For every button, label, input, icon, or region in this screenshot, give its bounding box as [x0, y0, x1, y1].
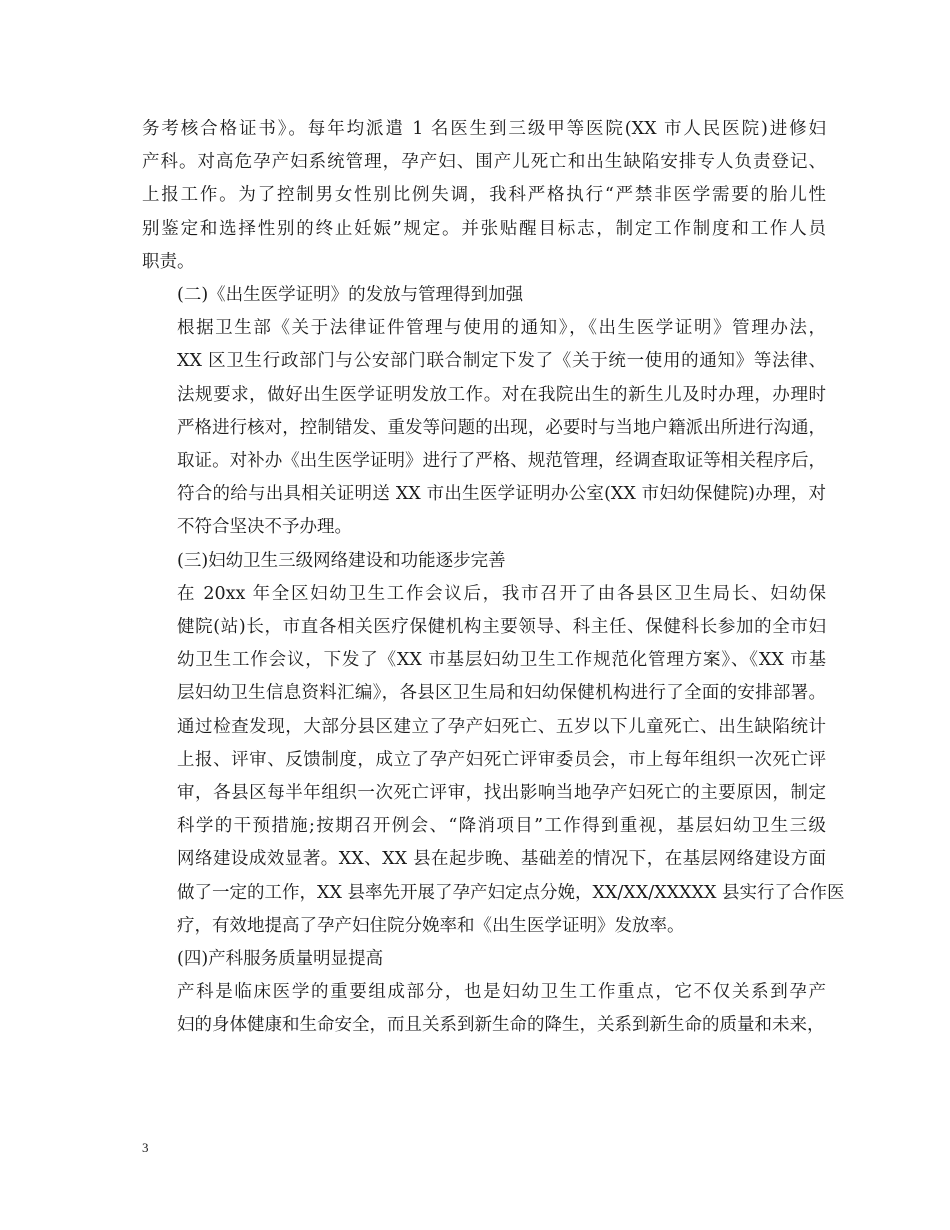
text-line: 法规要求，做好出生医学证明发放工作。对在我院出生的新生儿及时办理，办理时 [177, 384, 826, 405]
text-line: (四)产科服务质量明显提高 [177, 949, 384, 970]
paragraph [142, 545, 826, 578]
paragraph [142, 113, 826, 279]
text-line: (二)《出生医学证明》的发放与管理得到加强 [177, 285, 524, 306]
paragraph [142, 976, 826, 1042]
text-line: 疗，有效地提高了孕产妇住院分娩率和《出生医学证明》发放率。 [177, 915, 685, 936]
paragraph [142, 279, 826, 312]
text-line: 在 20xx 年全区妇幼卫生工作会议后，我市召开了由各县区卫生局长、妇幼保 [177, 583, 826, 604]
paragraph [142, 312, 826, 544]
text-line: 严格进行核对，控制错发、重发等问题的出现，必要时与当地户籍派出所进行沟通， [177, 417, 826, 438]
text-line: 通过检查发现，大部分县区建立了孕产妇死亡、五岁以下儿童死亡、出生缺陷统计 [177, 716, 826, 737]
text-line: 健院(站)长，市直各相关医疗保健机构主要领导、科主任、保健科长参加的全市妇 [177, 617, 826, 638]
text-line: 妇的身体健康和生命安全，而且关系到新生命的降生，关系到新生命的质量和未来， [177, 1015, 825, 1036]
paragraph [142, 578, 845, 943]
page-number: 3 [142, 1140, 149, 1155]
text-line: 务考核合格证书》。每年均派遣 1 名医生到三级甲等医院(XX 市人民医院)进修妇 [142, 119, 826, 139]
text-line: 上报工作。为了控制男女性别比例失调，我科严格执行“严禁非医学需要的胎儿性 [142, 185, 826, 206]
text-line: 根据卫生部《关于法律证件管理与使用的通知》，《出生医学证明》管理办法， [177, 318, 826, 339]
text-line: 别鉴定和选择性别的终止妊娠”规定。并张贴醒目标志，制定工作制度和工作人员 [142, 218, 826, 239]
text-line: 网络建设成效显著。XX、XX 县在起步晚、基础差的情况下，在基层网络建设方面 [177, 849, 826, 870]
text-line: 科学的干预措施;按期召开例会、“降消项目”工作得到重视，基层妇幼卫生三级 [177, 816, 826, 837]
text-line: 符合的给与出具相关证明送 XX 市出生医学证明办公室(XX 市妇幼保健院)办理，对 [177, 484, 826, 505]
text-line: 职责。 [142, 251, 195, 272]
text-line: 幼卫生工作会议，下发了《XX 市基层妇幼卫生工作规范化管理方案》、《XX 市基 [177, 650, 826, 671]
text-line: 产科是临床医学的重要组成部分，也是妇幼卫生工作重点，它不仅关系到孕产 [177, 982, 826, 1003]
text-line: 层妇幼卫生信息资料汇编》，各县区卫生局和妇幼保健机构进行了全面的安排部署。 [177, 683, 826, 704]
paragraph [142, 943, 826, 976]
text-line: 上报、评审、反馈制度，成立了孕产妇死亡评审委员会，市上每年组织一次死亡评 [177, 749, 826, 770]
body-text [142, 113, 845, 1043]
text-line: 审，各县区每半年组织一次死亡评审，找出影响当地孕产妇死亡的主要原因，制定 [177, 783, 826, 804]
text-line: XX 区卫生行政部门与公安部门联合制定下发了《关于统一使用的通知》等法律、 [177, 351, 826, 372]
text-line: 取证。对补办《出生医学证明》进行了严格、规范管理，经调查取证等相关程序后， [177, 451, 826, 472]
text-line: 做了一定的工作，XX 县率先开展了孕产妇定点分娩，XX/XX/XXXXX 县实行了合作医 [177, 882, 845, 903]
text-line: 产科。对高危孕产妇系统管理，孕产妇、围产儿死亡和出生缺陷安排专人负责登记、 [142, 152, 826, 173]
text-line: 不符合坚决不予办理。 [177, 517, 352, 538]
text-line: (三)妇幼卫生三级网络建设和功能逐步完善 [177, 550, 506, 571]
